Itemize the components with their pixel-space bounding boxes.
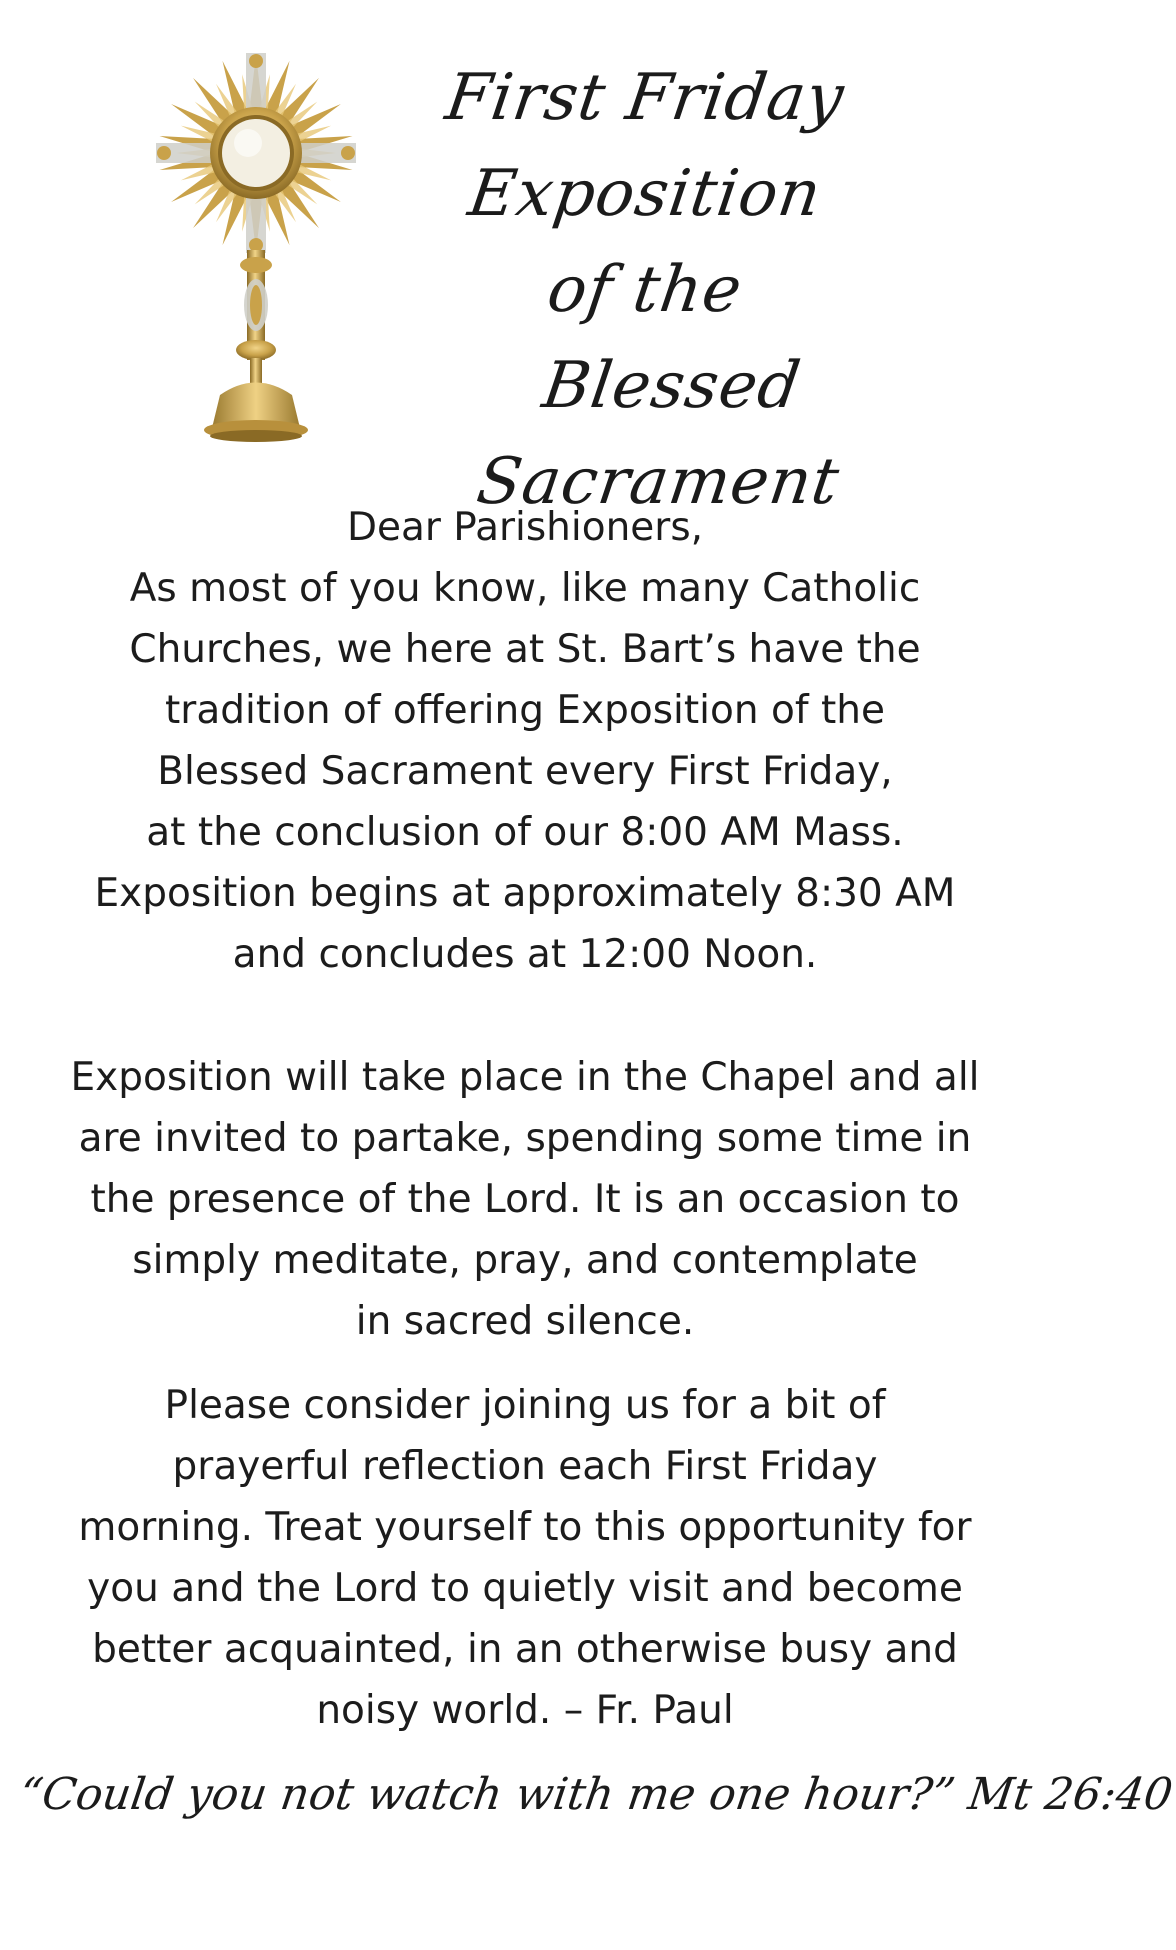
text-line: prayerful reflection each First Friday	[172, 1444, 878, 1489]
text-line: tradition of offering Exposition of the	[165, 688, 885, 733]
title-line: Blessed Sacrament	[472, 349, 845, 519]
letter-paragraph-2	[20, 1047, 1030, 1352]
text-line: noisy world. – Fr. Paul	[316, 1688, 734, 1733]
title-line: of the	[543, 253, 747, 327]
text-line: Exposition will take place in the Chapel and all	[70, 1055, 980, 1100]
text-line: Churches, we here at St. Bart’s have the	[129, 627, 921, 672]
text-line: the presence of the Lord. It is an occasion to	[90, 1177, 960, 1222]
text-line: simply meditate, pray, and contemplate	[132, 1238, 918, 1283]
title-line: Exposition	[464, 157, 826, 231]
text-line: in sacred silence.	[355, 1299, 695, 1344]
scripture-quote: “Could you not watch with me one hour?” Mt 26:40	[16, 1769, 1176, 1820]
text-line: As most of you know, like many Catholic	[129, 566, 921, 611]
text-line: are invited to partake, spending some time in	[78, 1116, 972, 1161]
letter-paragraph-3	[20, 1375, 1030, 1741]
title	[345, 50, 945, 530]
text-line: morning. Treat yourself to this opportunity for	[78, 1505, 972, 1550]
text-line: Please consider joining us for a bit of	[164, 1383, 886, 1428]
header	[0, 0, 1050, 519]
letter-paragraph-1	[20, 497, 1030, 985]
title-line: First Friday	[441, 61, 849, 135]
monstrance-icon	[150, 50, 360, 450]
text-line: Exposition begins at approximately 8:30 AM	[94, 871, 956, 916]
text-line: Blessed Sacrament every First Friday,	[157, 749, 893, 794]
text-line: better acquainted, in an otherwise busy and	[92, 1627, 958, 1672]
text-line: and concludes at 12:00 Noon.	[232, 932, 818, 977]
text-line: Dear Parishioners,	[346, 505, 704, 550]
text-line: at the conclusion of our 8:00 AM Mass.	[146, 810, 904, 855]
text-line: you and the Lord to quietly visit and become	[87, 1566, 963, 1611]
